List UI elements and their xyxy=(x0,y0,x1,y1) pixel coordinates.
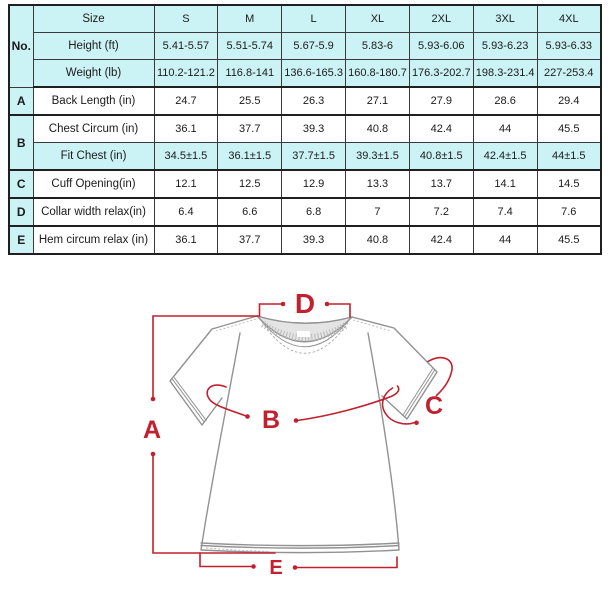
measure-arc-b-left xyxy=(207,385,246,416)
value-cell: 5.67-5.9 xyxy=(282,33,346,60)
value-cell: 36.1 xyxy=(154,226,218,254)
value-cell: 110.2-121.2 xyxy=(154,60,218,88)
value-cell: 198.3-231.4 xyxy=(473,60,537,88)
corner-no-cell: No. xyxy=(9,5,33,87)
value-cell: 160.8-180.7 xyxy=(346,60,410,88)
dot xyxy=(151,452,156,457)
value-cell: 176.3-202.7 xyxy=(409,60,473,88)
dot xyxy=(294,418,299,423)
value-cell: 5.93-6.33 xyxy=(537,33,601,60)
body-left-edge xyxy=(201,333,240,550)
dot xyxy=(414,421,419,426)
value-cell: 14.5 xyxy=(537,170,601,198)
value-cell: 34.5±1.5 xyxy=(154,143,218,171)
value-cell: 45.5 xyxy=(537,226,601,254)
value-cell: 6.6 xyxy=(218,198,282,226)
value-cell: 25.5 xyxy=(218,87,282,115)
value-cell: 14.1 xyxy=(473,170,537,198)
value-cell: 7 xyxy=(346,198,410,226)
value-cell: 37.7 xyxy=(218,226,282,254)
value-cell: 42.4 xyxy=(409,115,473,143)
value-cell: 45.5 xyxy=(537,115,601,143)
collar-notch xyxy=(297,331,310,337)
value-cell: 36.1±1.5 xyxy=(218,143,282,171)
row-letter-c: C xyxy=(9,170,33,198)
value-cell: 42.4 xyxy=(409,226,473,254)
value-cell: 12.9 xyxy=(282,170,346,198)
tshirt-measurement-diagram xyxy=(0,280,610,610)
size-row-label: Size xyxy=(33,5,154,33)
table-row-hem-circum xyxy=(9,226,601,254)
marker-label-e: E xyxy=(269,557,283,579)
measure-line-e-right xyxy=(295,557,397,568)
table-row-weight xyxy=(9,60,601,88)
value-cell: 5.41-5.57 xyxy=(154,33,218,60)
value-cell: 40.8 xyxy=(346,226,410,254)
dot xyxy=(245,414,250,419)
value-cell: 44 xyxy=(473,226,537,254)
left-sleeve xyxy=(170,316,257,425)
size-header-cell: XL xyxy=(346,5,410,33)
marker-label-c: C xyxy=(424,392,444,420)
value-cell: 42.4±1.5 xyxy=(473,143,537,171)
value-cell: 27.1 xyxy=(346,87,410,115)
value-cell: 13.3 xyxy=(346,170,410,198)
value-cell: 6.8 xyxy=(282,198,346,226)
dot xyxy=(281,302,286,307)
value-cell: 27.9 xyxy=(409,87,473,115)
row-letter-a: A xyxy=(9,87,33,115)
value-cell: 44±1.5 xyxy=(537,143,601,171)
value-cell: 37.7 xyxy=(218,115,282,143)
dot xyxy=(251,564,256,569)
value-cell: 227-253.4 xyxy=(537,60,601,88)
value-cell: 7.2 xyxy=(409,198,473,226)
marker-label-a: A xyxy=(142,416,162,444)
value-cell: 7.4 xyxy=(473,198,537,226)
value-cell: 39.3 xyxy=(282,226,346,254)
value-cell: 28.6 xyxy=(473,87,537,115)
value-cell: 5.83-6 xyxy=(346,33,410,60)
row-label: Back Length (in) xyxy=(33,87,154,115)
value-cell: 37.7±1.5 xyxy=(282,143,346,171)
dot xyxy=(293,565,298,570)
size-header-cell: 2XL xyxy=(409,5,473,33)
value-cell: 13.7 xyxy=(409,170,473,198)
row-label: Chest Circum (in) xyxy=(33,115,154,143)
table-row-size xyxy=(9,5,601,33)
value-cell: 116.8-141 xyxy=(218,60,282,88)
value-cell: 136.6-165.3 xyxy=(282,60,346,88)
measure-arc-c-upper xyxy=(428,358,452,396)
value-cell: 12.1 xyxy=(154,170,218,198)
row-label: Hem circum relax (in) xyxy=(33,226,154,254)
marker-label-b: B xyxy=(261,406,281,434)
value-cell: 5.51-5.74 xyxy=(218,33,282,60)
value-cell: 5.93-6.06 xyxy=(409,33,473,60)
value-cell: 26.3 xyxy=(282,87,346,115)
value-cell: 40.8 xyxy=(346,115,410,143)
row-letter-d: D xyxy=(9,198,33,226)
row-letter-e: E xyxy=(9,226,33,254)
size-chart-table xyxy=(8,4,602,255)
tshirt-outline xyxy=(170,316,437,553)
table-row-back-length xyxy=(9,87,601,115)
table-row-fit-chest xyxy=(9,143,601,171)
value-cell: 7.6 xyxy=(537,198,601,226)
marker-label-d: D xyxy=(294,288,316,319)
left-cuff-band xyxy=(173,378,207,422)
row-label: Fit Chest (in) xyxy=(33,143,154,171)
dot xyxy=(151,397,156,402)
weight-row-label: Weight (lb) xyxy=(33,60,154,88)
measure-arc-b-right xyxy=(297,386,399,421)
collar-band-outline xyxy=(257,316,352,342)
value-cell: 6.4 xyxy=(154,198,218,226)
row-label: Collar width relax(in) xyxy=(33,198,154,226)
value-cell: 44 xyxy=(473,115,537,143)
measure-line-e-left xyxy=(200,553,253,567)
value-cell: 40.8±1.5 xyxy=(409,143,473,171)
table-row-chest-circum xyxy=(9,115,601,143)
body-right-edge xyxy=(368,333,399,550)
size-header-cell: 4XL xyxy=(537,5,601,33)
row-label: Cuff Opening(in) xyxy=(33,170,154,198)
measure-arc-c-lower xyxy=(383,388,415,424)
table-row-collar-width xyxy=(9,198,601,226)
size-header-cell: 3XL xyxy=(473,5,537,33)
dot xyxy=(325,302,330,307)
value-cell: 29.4 xyxy=(537,87,601,115)
measure-line-d-right xyxy=(327,304,350,317)
size-header-cell: L xyxy=(282,5,346,33)
table-row-height xyxy=(9,33,601,60)
size-chart-table-container xyxy=(8,4,602,255)
value-cell: 24.7 xyxy=(154,87,218,115)
table-row-cuff-opening xyxy=(9,170,601,198)
value-cell: 36.1 xyxy=(154,115,218,143)
measure-line-a-lower xyxy=(153,454,275,553)
value-cell: 39.3±1.5 xyxy=(346,143,410,171)
size-header-cell: M xyxy=(218,5,282,33)
value-cell: 39.3 xyxy=(282,115,346,143)
size-header-cell: S xyxy=(154,5,218,33)
height-row-label: Height (ft) xyxy=(33,33,154,60)
hem-band xyxy=(201,543,399,553)
value-cell: 12.5 xyxy=(218,170,282,198)
measurement-annotations xyxy=(153,304,452,568)
row-letter-b: B xyxy=(9,115,33,170)
measurement-dots xyxy=(151,302,419,570)
value-cell: 5.93-6.23 xyxy=(473,33,537,60)
